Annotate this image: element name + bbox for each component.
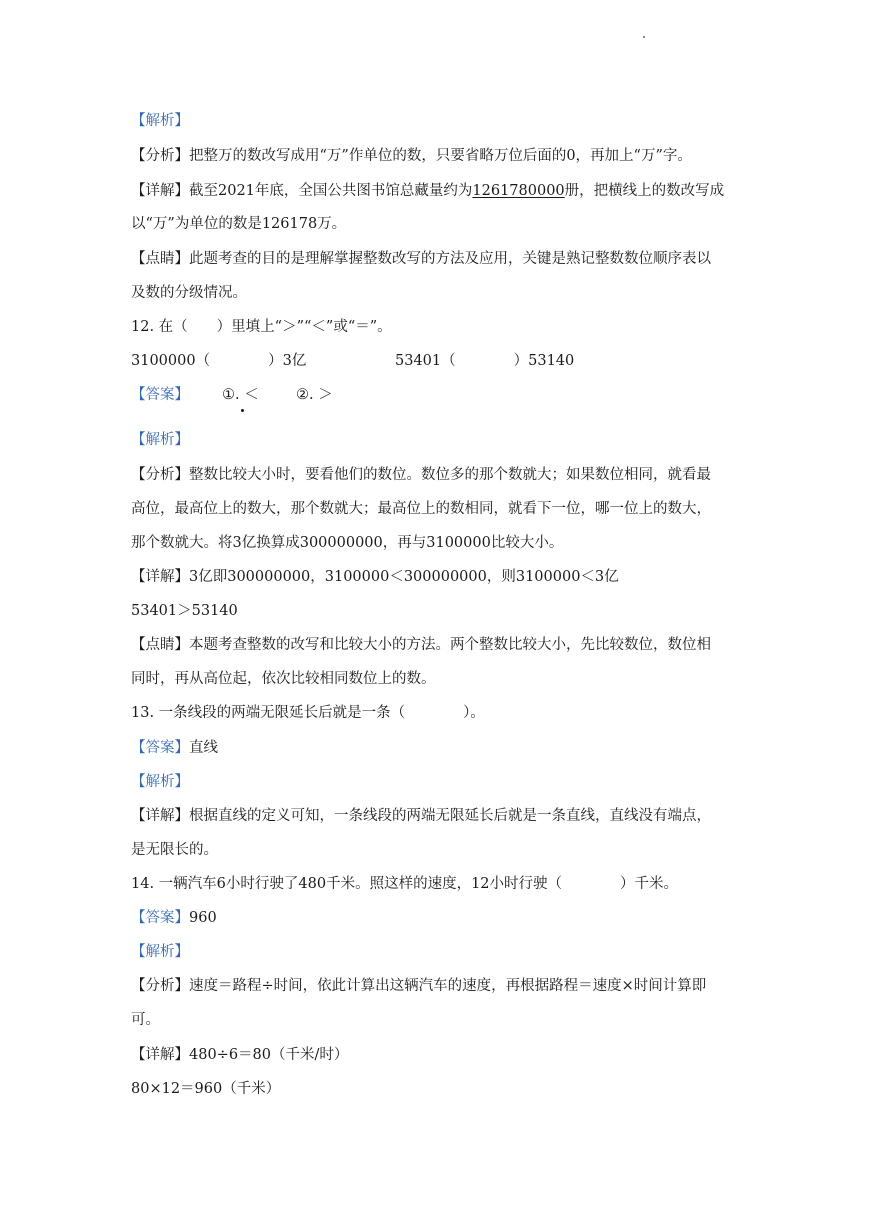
q12-fenxi [131,465,711,485]
q13-xiangjie-line2: 是无限长的。 [131,842,218,858]
q12-xiangjie-line1: 3亿即300000000，3100000＜300000000，则3100000＜3亿 [189,569,619,585]
q11-xiangjie-tag: 【详解】 [131,183,189,199]
q11-fenxi-text: 把整万的数改写成用“万”作单位的数，只要省略万位后面的0，再加上“万”字。 [189,148,692,164]
q14-fenxi-line1: 速度＝路程÷时间，依此计算出这辆汽车的速度，再根据路程＝速度×时间计算即 [189,978,707,994]
corner-dot [643,36,645,38]
q11-dianjing-line1: 此题考查的目的是理解掌握整数改写的方法及应用，关键是熟记整数数位顺序表以 [189,251,711,267]
q13-answer [131,738,218,758]
q12-xiangjie-tag: 【详解】 [131,569,189,585]
q14-question: 14. 一辆汽车6小时行驶了480千米。照这样的速度，12小时行驶（ ）千米。 [131,876,679,892]
q11-xiangjie-number: 1261780000 [472,183,565,199]
q11-fenxi-tag: 【分析】 [131,148,189,164]
q14-xiangjie-tag: 【详解】 [131,1047,189,1063]
q13-xiangjie [131,806,711,826]
q14-jiexi-tag: 【解析】 [131,944,189,960]
q14-answer-tag: 【答案】 [131,910,189,926]
q11-dianjing-line2: 及数的分级情况。 [131,285,247,301]
q12-question: 12. 在（ ）里填上“＞”“＜”或“＝”。 [131,319,392,335]
q12-fenxi-line3: 那个数就大。将3亿换算成300000000，再与3100000比较大小。 [131,535,564,551]
q11-fenxi [131,146,692,166]
q12-fenxi-tag: 【分析】 [131,467,189,483]
q12-dianjing-line2: 同时，再从高位起，依次比较相同数位上的数。 [131,671,436,687]
q11-dianjing-tag: 【点睛】 [131,251,189,267]
q11-xiangjie [131,181,724,201]
q14-xiangjie [131,1045,348,1065]
q12-dianjing [131,635,711,655]
q11-xiangjie-post: 册，把横线上的数改写成 [564,183,725,199]
q11-xiangjie-pre: 截至2021年底，全国公共图书馆总藏量约为 [189,183,473,199]
q12-answer1: ①. ＜ [222,387,259,403]
answer-marker-dot [241,409,244,412]
q12-jiexi-tag: 【解析】 [131,432,189,448]
q12-xiangjie-line2: 53401＞53140 [131,603,238,619]
q11-dianjing [131,249,711,269]
q13-question: 13. 一条线段的两端无限延长后就是一条（ ）。 [131,705,485,721]
q13-answer-value: 直线 [189,740,218,756]
q13-answer-tag: 【答案】 [131,740,189,756]
q12-xiangjie [131,567,619,587]
q12-item1: 3100000（ ）3亿 [131,353,307,369]
q12-answer-tag: 【答案】 [131,387,189,403]
q13-xiangjie-tag: 【详解】 [131,808,189,824]
q11-xiangjie-line2: 以“万”为单位的数是126178万。 [131,216,347,232]
q12-item2: 53401（ ）53140 [395,353,575,369]
q14-fenxi [131,976,706,996]
q14-answer [131,908,217,928]
q13-jiexi-tag: 【解析】 [131,774,189,790]
q14-fenxi-line2: 可。 [131,1012,160,1028]
q12-fenxi-line2: 高位，最高位上的数大，那个数就大；最高位上的数相同，就看下一位，哪一位上的数大， [131,501,711,517]
q12-answer2: ②. ＞ [296,387,333,403]
q12-dianjing-line1: 本题考查整数的改写和比较大小的方法。两个整数比较大小，先比较数位，数位相 [189,637,711,653]
q14-xiangjie-line2: 80×12＝960（千米） [131,1081,281,1097]
q11-jiexi-tag: 【解析】 [131,113,189,129]
q14-fenxi-tag: 【分析】 [131,978,189,994]
q14-xiangjie-line1: 480÷6＝80（千米/时） [189,1047,349,1063]
q12-dianjing-tag: 【点睛】 [131,637,189,653]
q14-answer-value: 960 [189,910,217,926]
q12-fenxi-line1: 整数比较大小时，要看他们的数位。数位多的那个数就大；如果数位相同，就看最 [189,467,711,483]
q13-xiangjie-line1: 根据直线的定义可知，一条线段的两端无限延长后就是一条直线，直线没有端点， [189,808,711,824]
